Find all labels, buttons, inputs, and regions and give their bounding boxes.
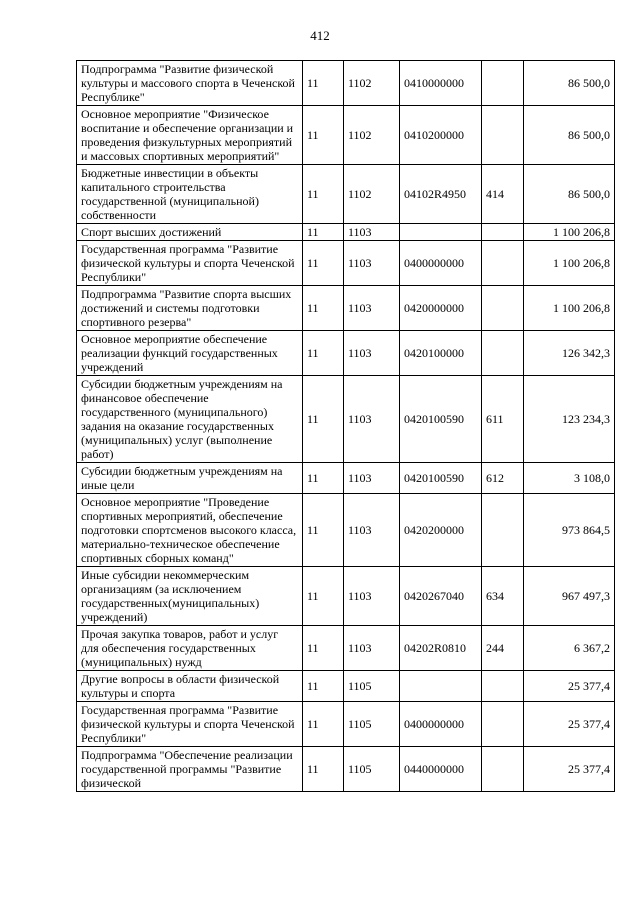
row-expense-type-cell	[482, 286, 524, 331]
table-row	[77, 494, 615, 567]
row-amount-cell: 86 500,0	[524, 165, 615, 224]
row-expense-type-cell	[482, 747, 524, 792]
row-expense-type-cell	[482, 61, 524, 106]
row-amount-cell: 123 234,3	[524, 376, 615, 463]
row-name-cell: Основное мероприятие "Физическое воспитание и обеспечение организации и проведения физкультурных мероприятий и массовых спортивных мероприятий"	[77, 106, 303, 165]
table-row	[77, 224, 615, 241]
row-subsection-cell: 1102	[344, 165, 400, 224]
row-section-cell: 11	[303, 494, 344, 567]
page-number: 412	[310, 28, 330, 43]
row-subsection-cell: 1103	[344, 331, 400, 376]
row-expense-type-cell	[482, 241, 524, 286]
row-name-cell: Субсидии бюджетным учреждениям на иные цели	[77, 463, 303, 494]
row-section-cell: 11	[303, 224, 344, 241]
row-name-cell: Основное мероприятие обеспечение реализации функций государственных учреждений	[77, 331, 303, 376]
row-amount-cell: 25 377,4	[524, 671, 615, 702]
row-amount-cell: 1 100 206,8	[524, 286, 615, 331]
row-subsection-cell: 1102	[344, 106, 400, 165]
row-section-cell: 11	[303, 463, 344, 494]
row-name-cell: Другие вопросы в области физической культуры и спорта	[77, 671, 303, 702]
row-amount-cell: 3 108,0	[524, 463, 615, 494]
row-amount-cell: 86 500,0	[524, 106, 615, 165]
row-name-cell: Подпрограмма "Развитие спорта высших достижений и системы подготовки спортивного резерва"	[77, 286, 303, 331]
row-expense-type-cell	[482, 494, 524, 567]
row-amount-cell: 25 377,4	[524, 702, 615, 747]
row-section-cell: 11	[303, 106, 344, 165]
table-row	[77, 702, 615, 747]
row-expense-type-cell	[482, 671, 524, 702]
row-target-article-cell	[400, 671, 482, 702]
table-row	[77, 671, 615, 702]
table-row	[77, 463, 615, 494]
row-target-article-cell: 0400000000	[400, 241, 482, 286]
row-name-cell: Государственная программа "Развитие физической культуры и спорта Чеченской Республики"	[77, 702, 303, 747]
budget-table	[76, 60, 615, 792]
row-subsection-cell: 1105	[344, 671, 400, 702]
row-section-cell: 11	[303, 376, 344, 463]
row-subsection-cell: 1103	[344, 567, 400, 626]
row-target-article-cell	[400, 224, 482, 241]
row-amount-cell: 6 367,2	[524, 626, 615, 671]
row-expense-type-cell: 634	[482, 567, 524, 626]
row-section-cell: 11	[303, 331, 344, 376]
row-subsection-cell: 1105	[344, 747, 400, 792]
row-target-article-cell: 0400000000	[400, 702, 482, 747]
row-amount-cell: 126 342,3	[524, 331, 615, 376]
row-name-cell: Государственная программа "Развитие физической культуры и спорта Чеченской Республики"	[77, 241, 303, 286]
row-expense-type-cell	[482, 702, 524, 747]
row-expense-type-cell	[482, 224, 524, 241]
row-expense-type-cell	[482, 331, 524, 376]
row-amount-cell: 1 100 206,8	[524, 241, 615, 286]
row-expense-type-cell: 244	[482, 626, 524, 671]
table-row	[77, 106, 615, 165]
row-expense-type-cell: 611	[482, 376, 524, 463]
row-amount-cell: 973 864,5	[524, 494, 615, 567]
row-target-article-cell: 0420200000	[400, 494, 482, 567]
row-section-cell: 11	[303, 626, 344, 671]
table-row	[77, 626, 615, 671]
row-subsection-cell: 1103	[344, 463, 400, 494]
row-subsection-cell: 1103	[344, 626, 400, 671]
row-name-cell: Субсидии бюджетным учреждениям на финансовое обеспечение государственного (муниципального) задания на оказание государственных (муниципальных) услуг (выполнение работ)	[77, 376, 303, 463]
row-target-article-cell: 0420267040	[400, 567, 482, 626]
table-row	[77, 376, 615, 463]
row-target-article-cell: 0420100000	[400, 331, 482, 376]
row-amount-cell: 967 497,3	[524, 567, 615, 626]
table-row	[77, 747, 615, 792]
row-amount-cell: 1 100 206,8	[524, 224, 615, 241]
row-name-cell: Спорт высших достижений	[77, 224, 303, 241]
table-row	[77, 331, 615, 376]
row-name-cell: Подпрограмма "Обеспечение реализации государственной программы "Развитие физической	[77, 747, 303, 792]
row-section-cell: 11	[303, 241, 344, 286]
table-row	[77, 241, 615, 286]
table-row	[77, 165, 615, 224]
row-subsection-cell: 1103	[344, 241, 400, 286]
table-row	[77, 567, 615, 626]
row-section-cell: 11	[303, 747, 344, 792]
row-expense-type-cell: 414	[482, 165, 524, 224]
table-row	[77, 286, 615, 331]
row-amount-cell: 25 377,4	[524, 747, 615, 792]
row-target-article-cell: 0420100590	[400, 463, 482, 494]
row-section-cell: 11	[303, 61, 344, 106]
row-section-cell: 11	[303, 567, 344, 626]
row-subsection-cell: 1103	[344, 376, 400, 463]
row-name-cell: Основное мероприятие "Проведение спортивных мероприятий, обеспечение подготовки спортсменов высокого класса, материально-техническое обеспечение спортивных сборных команд"	[77, 494, 303, 567]
row-target-article-cell: 0410200000	[400, 106, 482, 165]
row-target-article-cell: 0420100590	[400, 376, 482, 463]
row-expense-type-cell: 612	[482, 463, 524, 494]
row-section-cell: 11	[303, 671, 344, 702]
row-name-cell: Подпрограмма "Развитие физической культуры и массового спорта в Чеченской Республике"	[77, 61, 303, 106]
row-name-cell: Бюджетные инвестиции в объекты капитального строительства государственной (муниципальной) собственности	[77, 165, 303, 224]
row-target-article-cell: 0410000000	[400, 61, 482, 106]
row-subsection-cell: 1105	[344, 702, 400, 747]
row-subsection-cell: 1102	[344, 61, 400, 106]
row-amount-cell: 86 500,0	[524, 61, 615, 106]
table-row	[77, 61, 615, 106]
row-section-cell: 11	[303, 165, 344, 224]
row-expense-type-cell	[482, 106, 524, 165]
row-target-article-cell: 0420000000	[400, 286, 482, 331]
row-subsection-cell: 1103	[344, 494, 400, 567]
row-section-cell: 11	[303, 702, 344, 747]
row-target-article-cell: 04202R0810	[400, 626, 482, 671]
row-subsection-cell: 1103	[344, 224, 400, 241]
row-section-cell: 11	[303, 286, 344, 331]
row-target-article-cell: 04102R4950	[400, 165, 482, 224]
row-target-article-cell: 0440000000	[400, 747, 482, 792]
row-name-cell: Иные субсидии некоммерческим организациям (за исключением государственных(муниципальных) учреждений)	[77, 567, 303, 626]
budget-table-body	[77, 61, 615, 792]
row-name-cell: Прочая закупка товаров, работ и услуг для обеспечения государственных (муниципальных) нужд	[77, 626, 303, 671]
row-subsection-cell: 1103	[344, 286, 400, 331]
